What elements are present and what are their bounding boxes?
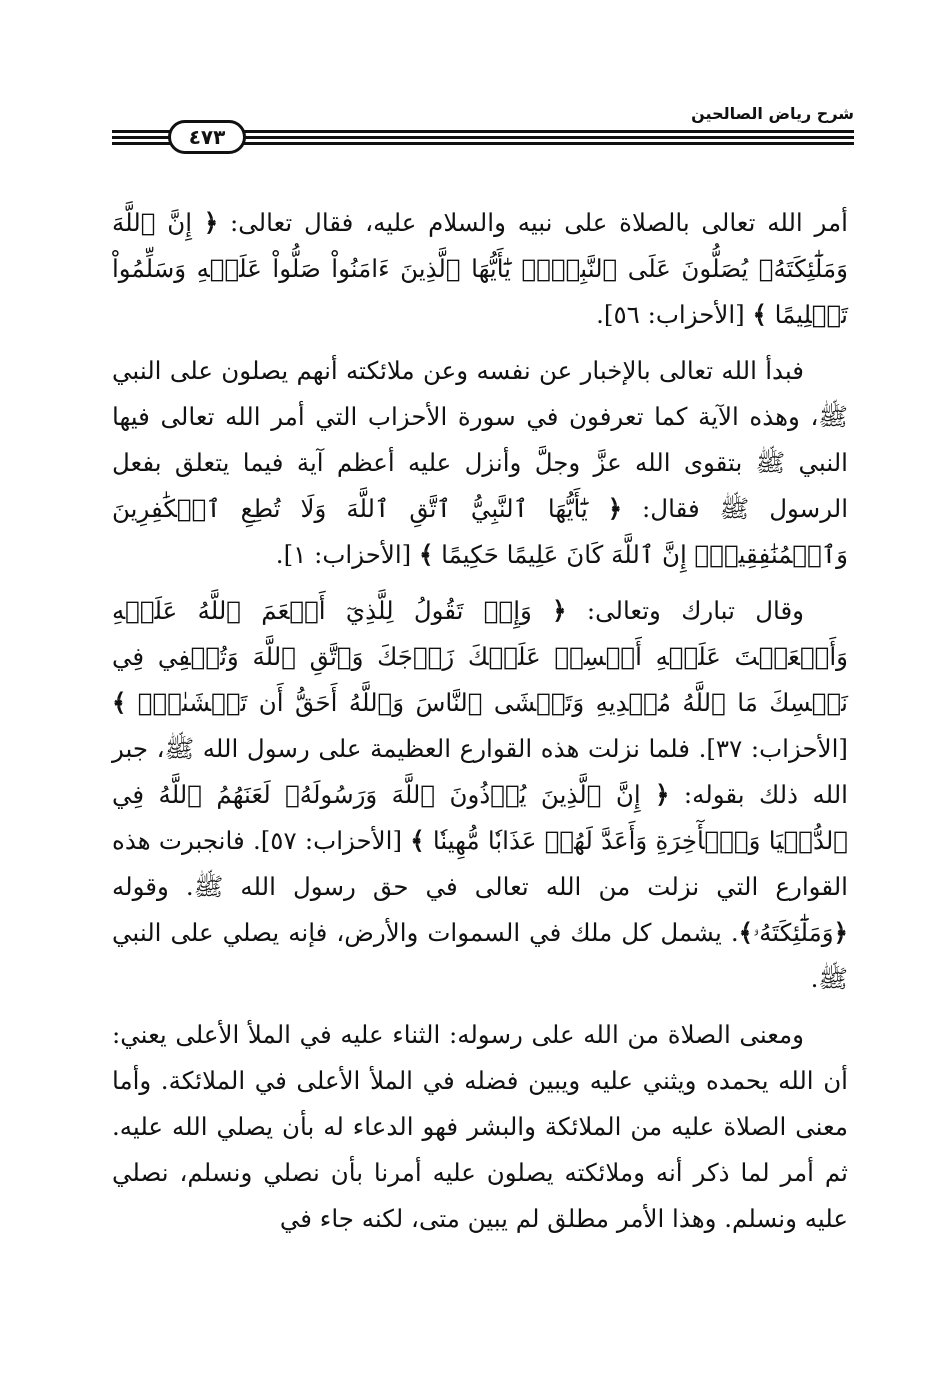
ornate-bracket-close: ﴾ — [738, 918, 753, 947]
paragraph-text: فقال: — [622, 494, 720, 523]
paragraph-text: وقال تبارك وتعالى: — [566, 596, 804, 625]
paragraph — [112, 588, 848, 1002]
paragraph-text: . وقوله — [112, 872, 194, 901]
salawat-ligature: ﷺ — [755, 448, 786, 477]
ornate-bracket-close: ﴾ — [410, 826, 425, 855]
paragraph — [112, 348, 848, 578]
page-body — [112, 200, 848, 1242]
quran-verse: وَإِذۡ تَقُولُ لِلَّذِيٓ أَنۡعَمَ ٱللَّهُ عَلَيۡهِ وَأَنۡعَمۡتَ عَلَيۡهِ أَمۡسِكۡ عَلَيۡكَ زَوۡجَكَ وَٱتَّقِ ٱللَّهَ وَتُخۡفِي فِي نَفۡسِكَ مَا ٱللَّهُ مُبۡدِيهِ وَتَخۡشَى ٱلنَّاسَ وَٱللَّهُ أَحَقُّ أَن تَخۡشَىٰهُۖ — [112, 596, 848, 717]
quran-verse: إِنَّ ٱللَّهَ وَمَلَٰٓئِكَتَهُۥ يُصَلُّونَ عَلَى ٱلنَّبِيِّۚ يَٰٓأَيُّهَا ٱلَّذِينَ ءَامَنُواْ صَلُّواْ عَلَيۡهِ وَسَلِّمُواْ تَسۡلِيمًا — [112, 208, 848, 329]
paragraph-text: بتقوى الله عزَّ وجلَّ وأنزل عليه أعظم آية فيما يتعلق بفعل الرسول — [112, 448, 849, 523]
quran-verse: إِنَّ ٱلَّذِينَ يُؤۡذُونَ ٱللَّهَ وَرَسُولَهُۥ لَعَنَهُمُ ٱللَّهُ فِي ٱلدُّنۡيَا وَٱلۡأٓخِرَةِ وَأَعَدَّ لَهُمۡ عَذَابٗا مُّهِينٗا — [112, 780, 848, 855]
paragraph-text: [الأحزاب: ٣٧]. فلما نزلت هذه القوارع العظيمة على رسول الله — [194, 734, 848, 763]
ornate-bracket-close: ﴾ — [752, 300, 767, 329]
salawat-ligature: ﷺ — [164, 734, 195, 763]
paragraph-text: . يشمل كل ملك في السموات والأرض، فإنه يصلي على النبي — [112, 918, 739, 947]
ornate-bracket-open: ﴿ — [833, 918, 848, 947]
paragraph-text: . — [810, 964, 819, 993]
salawat-ligature: ﷺ — [818, 964, 848, 993]
salawat-ligature: ﷺ — [818, 402, 848, 431]
paragraph-text: ، وهذه الآية كما تعرفون في سورة الأحزاب التي أمر الله تعالى فيها النبي — [112, 402, 848, 477]
verse-reference: [الأحزاب: ١]. — [275, 540, 420, 569]
quran-verse: يَٰٓأَيُّهَا ٱلنَّبِيُّ ٱتَّقِ ٱللَّهَ وَلَا تُطِعِ ٱلۡكَٰفِرِينَ وَٱلۡمُنَٰفِقِينَۚ إِنَّ ٱللَّهَ كَانَ عَلِيمًا حَكِيمًا — [112, 494, 848, 569]
salawat-ligature: ﷺ — [719, 494, 750, 523]
ornate-bracket-open: ﴿ — [203, 208, 219, 237]
paragraph-text: فبدأ الله تعالى بالإخبار عن نفسه وعن ملائكته أنهم يصلون على النبي — [112, 356, 804, 385]
book-title: شرح رياض الصالحين — [691, 104, 854, 123]
page-number-frame — [168, 120, 246, 154]
paragraph-text: ومعنى الصلاة من الله على رسوله: الثناء عليه في الملأ الأعلى يعني: أن الله يحمده ويثني عليه ويبين فضله في الملأ الأعلى في الملائكة. وأما معنى الصلاة عليه من الملائكة والبشر فهو الدعاء له بأن يصلي الله عليه. ثم أمر لما ذكر أنه وملائكته يصلون عليه أمرنا بأن نصلي ونسلم، نصلي عليه ونسلم. وهذا الأمر مطلق لم يبين متى، لكنه جاء في — [112, 1020, 848, 1233]
ornate-bracket-open: ﴿ — [655, 780, 670, 809]
page-number: ٤٧٣ — [188, 125, 226, 149]
ornate-bracket-close: ﴾ — [112, 688, 127, 717]
paragraph-text: ، جبر الله ذلك بقوله: — [112, 734, 848, 809]
paragraph — [112, 1012, 848, 1242]
paragraph-text: أمر الله تعالى بالصلاة على نبيه والسلام عليه، فقال تعالى: — [218, 208, 848, 237]
quran-verse: وَمَلَٰٓئِكَتَهُۥ — [752, 918, 834, 947]
paragraph — [112, 200, 848, 338]
ornate-bracket-open: ﴿ — [607, 494, 623, 523]
salawat-ligature: ﷺ — [193, 872, 224, 901]
running-header — [112, 96, 854, 160]
ornate-bracket-open: ﴿ — [552, 596, 567, 625]
ornate-bracket-close: ﴾ — [419, 540, 434, 569]
verse-reference: [الأحزاب: ٥٦]. — [596, 300, 753, 329]
paragraph-text: [الأحزاب: ٥٧]. فانجبرت هذه القوارع التي نزلت من الله تعالى في حق رسول الله — [112, 826, 848, 901]
